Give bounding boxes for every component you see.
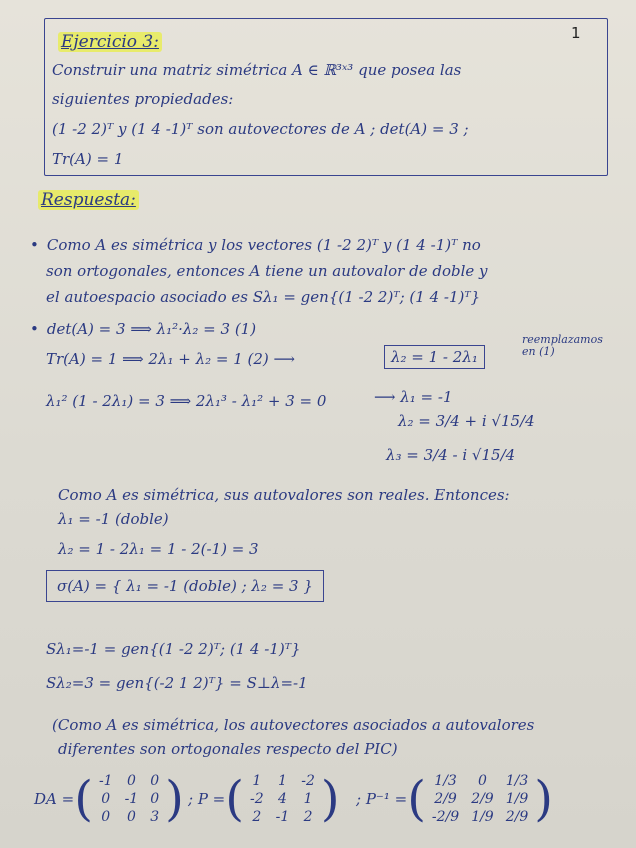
answer-paragraph-3-line-1: (Como A es simétrica, los autovectores asociados a autovalores — [52, 716, 535, 734]
exercise-line-2: siguientes propiedades: — [52, 90, 234, 108]
eigenvalue-lambda-1: λ₁ = -1 (doble) — [58, 510, 169, 528]
matrix-DA: DA =( -1 0 0 0 -1 0 0 0 3 ) — [34, 771, 184, 827]
substitution-note: reemplazamos en (1) — [522, 333, 603, 358]
bullet-1: • — [30, 236, 39, 254]
root-lambda-1: ⟶ λ₁ = -1 — [374, 388, 453, 406]
trace-equation: Tr(A) = 1 ⟹ 2λ₁ + λ₂ = 1 (2) ⟶ — [46, 350, 296, 368]
exercise-line-3: (1 -2 2)ᵀ y (1 4 -1)ᵀ son autovectores de A ; det(A) = 3 ; — [52, 120, 469, 138]
matrix-DA-label: DA = — [34, 790, 75, 808]
determinant-equation: • det(A) = 3 ⟹ λ₁²·λ₂ = 3 (1) — [30, 320, 257, 338]
eigenvalue-lambda-2: λ₂ = 1 - 2λ₁ = 1 - 2(-1) = 3 — [58, 540, 259, 558]
answer-paragraph-1-line-3: el autoespacio asociado es Sλ₁ = gen{(1 -2 2)ᵀ; (1 4 -1)ᵀ} — [46, 288, 481, 306]
answer-paragraph-1-line-2: son ortogonales, entonces A tiene un autovalor de doble y — [46, 262, 488, 280]
exercise-line-4: Tr(A) = 1 — [52, 150, 124, 168]
bullet-2: • — [30, 320, 39, 338]
lambda2-boxed-relation: λ₂ = 1 - 2λ₁ — [384, 345, 485, 369]
matrix-P-inverse: ; P⁻¹ =( 1/3 0 1/3 2/9 2/9 1/9 -2/9 1/9 2/9 ) — [356, 771, 553, 827]
answer-heading: Respuesta: — [38, 190, 139, 210]
characteristic-equation: λ₁² (1 - 2λ₁) = 3 ⟹ 2λ₁³ - λ₁² + 3 = 0 — [46, 392, 327, 410]
matrix-P: ; P =( 1 1 -2 -2 4 1 2 -1 2 ) — [188, 771, 340, 827]
page-number: 1 — [571, 24, 581, 42]
eigenspace-lambda-1: Sλ₁=-1 = gen{(1 -2 2)ᵀ; (1 4 -1)ᵀ} — [46, 640, 301, 658]
root-lambda-2: λ₂ = 3/4 + i √15/4 — [398, 412, 535, 430]
answer-paragraph-3-line-2: diferentes son ortogonales respecto del PIC) — [58, 740, 398, 758]
exercise-title: Ejercicio 3: — [58, 32, 162, 52]
matrix-P-inverse-label: ; P⁻¹ = — [356, 790, 408, 808]
answer-paragraph-2: Como A es simétrica, sus autovalores son reales. Entonces: — [58, 486, 510, 504]
matrix-P-label: ; P = — [188, 790, 226, 808]
spectrum-boxed: σ(A) = { λ₁ = -1 (doble) ; λ₂ = 3 } — [46, 570, 324, 602]
answer-paragraph-1-line-1: • Como A es simétrica y los vectores (1 -2 2)ᵀ y (1 4 -1)ᵀ no — [30, 236, 481, 254]
root-lambda-3: λ₃ = 3/4 - i √15/4 — [386, 446, 516, 464]
exercise-line-1: Construir una matriz simétrica A ∈ ℝ³ˣ³ que posea las — [52, 61, 462, 79]
eigenspace-lambda-2: Sλ₂=3 = gen{(-2 1 2)ᵀ} = S⊥λ=-1 — [46, 674, 308, 692]
